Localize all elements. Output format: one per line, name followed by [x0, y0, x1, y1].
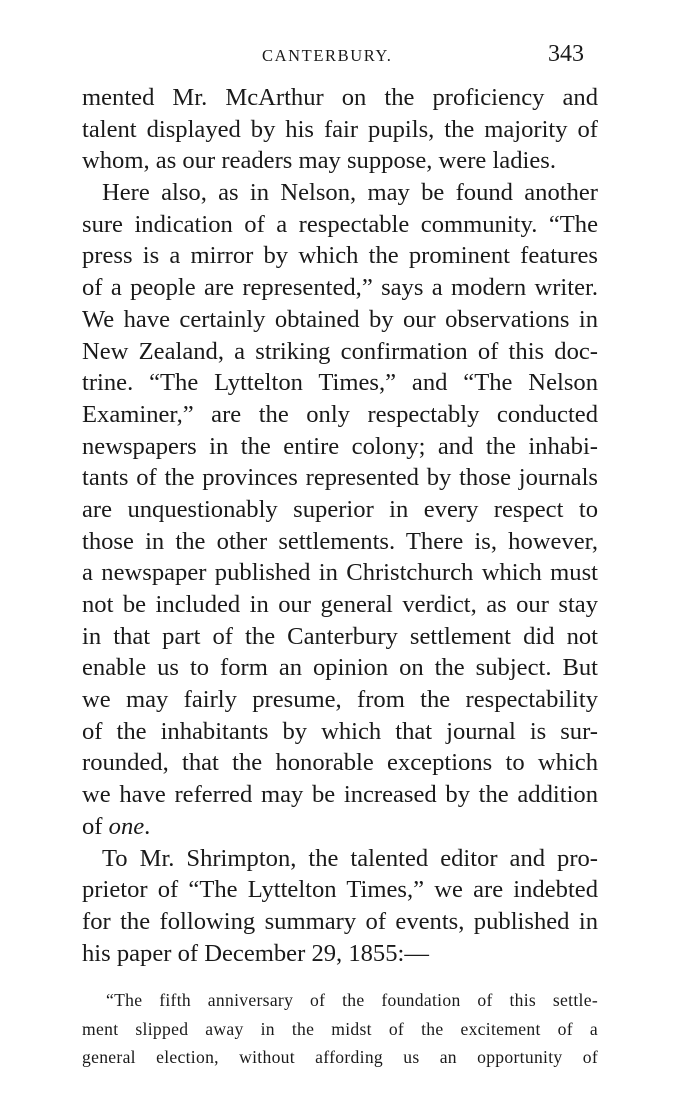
text-line: those in the other settlements. There is, however, — [82, 527, 598, 555]
text-line: To Mr. Shrimpton, the talented editor and pro- — [102, 844, 598, 872]
block-quote — [82, 986, 598, 1072]
italic-word: one — [108, 812, 145, 840]
text-line: mented Mr. McArthur on the proficiency and — [82, 84, 598, 111]
text-line: of the inhabitants by which that journal is sur- — [82, 717, 598, 745]
text-line: his paper of December 29, 1855:— — [82, 939, 429, 967]
running-head — [0, 41, 700, 74]
text-line: we may fairly presume, from the respectability — [82, 686, 598, 714]
text-line: a newspaper published in Christchurch which must — [82, 559, 598, 587]
text-line: sure indication of a respectable community. “The — [82, 210, 598, 238]
text-line: prietor of “The Lyttelton Times,” we are indebted — [82, 876, 598, 904]
text-line: We have certainly obtained by our observations in — [82, 305, 598, 333]
body-text — [82, 82, 598, 969]
text-line: for the following summary of events, published in — [82, 907, 598, 935]
text-line: Examiner,” are the only respectably conducted — [82, 400, 598, 428]
quote-line: ment slipped away in the midst of the excitement of a — [82, 1018, 598, 1039]
text-line: we have referred may be increased by the addition — [82, 781, 598, 809]
text-line: Here also, as in Nelson, may be found another — [102, 179, 598, 207]
text-line: not be included in our general verdict, as our stay — [82, 591, 598, 618]
quote-line: “The fifth anniversary of the foundation of this settle- — [106, 990, 598, 1010]
text-line: tants of the provinces represented by those journals — [82, 464, 598, 492]
text-fragment: . — [144, 812, 151, 840]
running-title: CANTERBURY. — [262, 46, 393, 65]
text-line: newspapers in the entire colony; and the inhabi- — [82, 432, 598, 460]
text-line: rounded, that the honorable exceptions to which — [82, 749, 598, 777]
text-line — [82, 811, 598, 843]
text-fragment: of — [82, 812, 103, 840]
text-line: of a people are represented,” says a modern writer. — [82, 274, 598, 302]
text-line: in that part of the Canterbury settlement did not — [82, 622, 598, 650]
text-line: trine. “The Lyttelton Times,” and “The Nelson — [82, 369, 598, 397]
text-line: are unquestionably superior in every respect to — [82, 495, 598, 523]
text-line: enable us to form an opinion on the subject. But — [82, 654, 598, 682]
text-line: press is a mirror by which the prominent features — [82, 242, 598, 270]
text-line: New Zealand, a striking confirmation of this doc- — [82, 337, 598, 365]
quote-line: general election, without affording us an opportunity of — [82, 1047, 598, 1067]
text-line: talent displayed by his fair pupils, the majority of — [82, 115, 598, 143]
text-line: whom, as our readers may suppose, were ladies. — [82, 147, 556, 175]
page-number: 343 — [548, 41, 584, 67]
